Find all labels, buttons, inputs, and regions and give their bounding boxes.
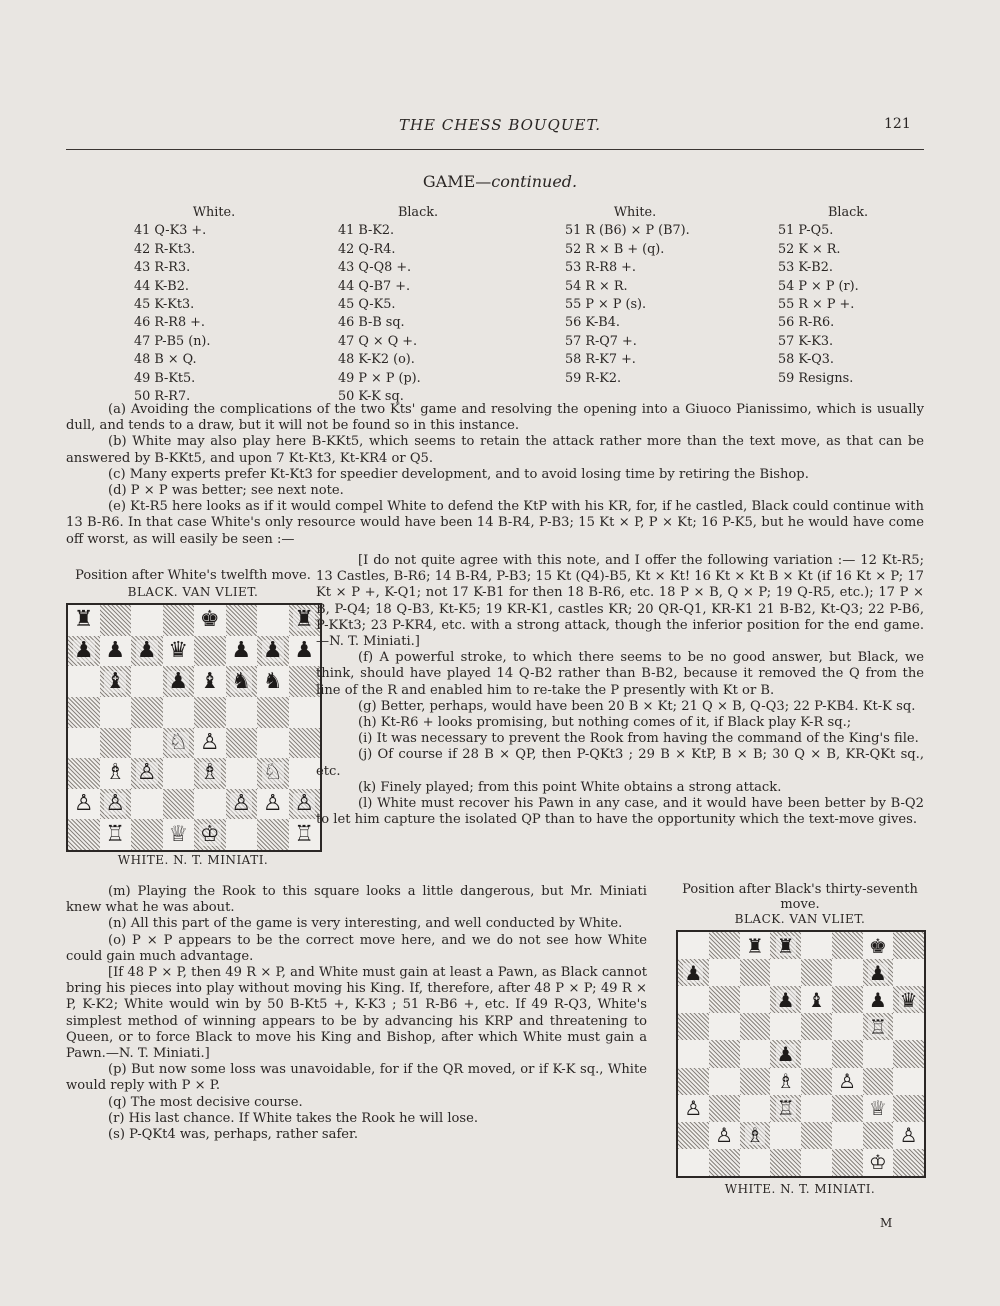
column-head: White. — [613, 205, 657, 220]
board-square — [68, 789, 100, 820]
board-square — [863, 1149, 894, 1176]
chess-piece-icon: ♝ — [807, 987, 826, 1012]
board-square — [801, 1040, 832, 1067]
board-square — [194, 636, 226, 667]
board-square — [801, 932, 832, 959]
board-square — [163, 666, 195, 697]
move: 44 Q-B7 +. — [338, 278, 411, 294]
board-square — [893, 959, 924, 986]
board-square — [740, 1068, 771, 1095]
board-square — [68, 636, 100, 667]
board-square — [68, 728, 100, 759]
notes-top — [66, 402, 924, 548]
move: 57 R-Q7 +. — [565, 333, 637, 349]
note-r: (r) His last chance. If White takes the Rook he will lose. — [108, 1110, 479, 1126]
board-square — [131, 758, 163, 789]
board-square — [68, 819, 100, 850]
move: 53 K-B2. — [778, 260, 833, 276]
chess-piece-icon: ♔ — [199, 821, 220, 847]
page-number: 121 — [884, 116, 911, 132]
board-square — [801, 959, 832, 986]
board-square — [226, 789, 258, 820]
note-f: (f) A powerful stroke, to which there seems to be no good answer, but Black, we think, should have played 14 Q-B2 rather than B-B2, because it removed the Q from the line of the R and enabled him to re-take the P presently with Kt or B. — [316, 650, 924, 698]
board-square — [678, 959, 709, 986]
note-c: (c) Many experts prefer Kt-Kt3 for speedier development, and to avoid losing time by retiring the Bishop. — [108, 466, 809, 482]
board-square — [863, 1068, 894, 1095]
board-square — [832, 959, 863, 986]
note-g: (g) Better, perhaps, would have been 20 B × Kt; 21 Q × B, Q-Q3; 22 P-KB4. Kt-K sq. — [358, 698, 916, 714]
chess-piece-icon: ♙ — [262, 791, 283, 817]
chess-piece-icon: ♖ — [105, 821, 126, 847]
board-square — [194, 819, 226, 850]
board-square — [801, 1149, 832, 1176]
chess-piece-icon: ♛ — [168, 637, 189, 663]
board-square — [678, 1068, 709, 1095]
note-a: (a) Avoiding the complications of the two Kts' game and resolving the opening into a Giuoco Pianissimo, which is usually dull, and tends to a draw, but it will not be found so in this instance. — [66, 402, 924, 434]
diagram-1-caption: Position after White's twelfth move. — [75, 568, 311, 583]
move: 45 K-Kt3. — [134, 297, 195, 313]
chess-piece-icon: ♟ — [262, 637, 283, 663]
board-square — [257, 636, 289, 667]
moves-column-black-2 — [778, 204, 918, 388]
board-square — [893, 1013, 924, 1040]
move: 59 Resigns. — [778, 370, 854, 386]
move: 49 B-Kt5. — [134, 370, 196, 386]
board-square — [163, 758, 195, 789]
chess-piece-icon: ♖ — [294, 821, 315, 847]
notes-bottom — [66, 884, 647, 1143]
chess-piece-icon: ♟ — [294, 637, 315, 663]
board-square — [770, 932, 801, 959]
chess-piece-icon: ♗ — [105, 760, 126, 786]
board-square — [194, 666, 226, 697]
chess-piece-icon: ♙ — [136, 760, 157, 786]
signature-mark: M — [880, 1216, 893, 1230]
move: 51 P-Q5. — [778, 223, 834, 239]
chess-piece-icon: ♖ — [776, 1096, 795, 1121]
board-square — [801, 986, 832, 1013]
note-l: (l) White must recover his Pawn in any case, and it would have been better by B-Q2 to let him capture the isolated QP than to have the opportunity which the text-move gives. — [316, 796, 924, 828]
board-square — [226, 636, 258, 667]
board-square — [68, 758, 100, 789]
board-square — [770, 959, 801, 986]
game-title — [330, 172, 670, 191]
board-square — [893, 1040, 924, 1067]
chess-piece-icon: ♙ — [715, 1123, 734, 1148]
board-square — [740, 959, 771, 986]
game-title-main: GAME— — [422, 172, 492, 191]
move: 58 R-K7 +. — [565, 352, 636, 368]
header-rule — [66, 149, 924, 150]
chess-piece-icon: ♟ — [136, 637, 157, 663]
board-square — [100, 697, 132, 728]
chess-piece-icon: ♗ — [776, 1069, 795, 1094]
chess-piece-icon: ♟ — [684, 960, 703, 985]
note-q: (q) The most decisive course. — [108, 1094, 303, 1110]
move: 52 K × R. — [778, 241, 841, 257]
board-square — [131, 697, 163, 728]
move: 48 K-K2 (o). — [338, 352, 415, 368]
notes-middle — [316, 553, 924, 828]
board-square — [68, 666, 100, 697]
board-square — [678, 1122, 709, 1149]
chess-piece-icon: ♟ — [776, 987, 795, 1012]
moves-column-black-1 — [338, 204, 518, 406]
board-square — [801, 1122, 832, 1149]
board-square — [863, 1040, 894, 1067]
chess-piece-icon: ♟ — [168, 668, 189, 694]
board-square — [863, 986, 894, 1013]
board-square — [131, 666, 163, 697]
board-square — [832, 1149, 863, 1176]
move: 41 B-K2. — [338, 223, 395, 239]
diagram-2-bottom-label: WHITE. N. T. MINIATI. — [724, 1182, 876, 1196]
game-title-italic: continued. — [491, 172, 578, 191]
chess-piece-icon: ♜ — [745, 933, 764, 958]
board-square — [257, 758, 289, 789]
move: 45 Q-K5. — [338, 297, 396, 313]
board-square — [893, 1122, 924, 1149]
board-square — [257, 789, 289, 820]
board-square — [863, 1122, 894, 1149]
board-square — [740, 932, 771, 959]
chess-piece-icon: ♙ — [199, 729, 220, 755]
chess-piece-icon: ♕ — [868, 1096, 887, 1121]
chess-piece-icon: ♚ — [199, 607, 220, 633]
diagram-1-top-label: BLACK. VAN VLIET. — [127, 585, 259, 599]
move: 53 R-R8 +. — [565, 260, 636, 276]
move: 59 R-K2. — [565, 370, 622, 386]
board-square — [131, 728, 163, 759]
board-square — [226, 728, 258, 759]
note-p: (p) But now some loss was unavoidable, for if the QR moved, or if K-K sq., White would reply with P × P. — [66, 1062, 647, 1094]
board-square — [194, 728, 226, 759]
board-square — [709, 986, 740, 1013]
chess-piece-icon: ♖ — [868, 1014, 887, 1039]
chess-piece-icon: ♙ — [105, 791, 126, 817]
board-square — [226, 819, 258, 850]
board-square — [257, 819, 289, 850]
board-square — [770, 1095, 801, 1122]
running-title: THE CHESS BOUQUET. — [398, 116, 602, 134]
diagram-1-bottom-label: WHITE. N. T. MINIATI. — [117, 853, 269, 867]
chess-piece-icon: ♗ — [199, 760, 220, 786]
note-k: (k) Finely played; from this point White obtains a strong attack. — [358, 779, 782, 795]
column-head: Black. — [397, 205, 439, 220]
chess-piece-icon: ♛ — [899, 987, 918, 1012]
board-square — [801, 1068, 832, 1095]
move: 58 K-Q3. — [778, 352, 835, 368]
move: 55 P × P (s). — [565, 297, 647, 313]
board-square — [709, 1068, 740, 1095]
board-square — [893, 1095, 924, 1122]
board-square — [100, 728, 132, 759]
move: 47 P-B5 (n). — [134, 333, 211, 349]
note-h: (h) Kt-R6 + looks promising, but nothing comes of it, if Black play K-R sq.; — [358, 715, 852, 731]
board-square — [740, 986, 771, 1013]
move: 48 B × Q. — [134, 352, 197, 368]
note-o-variation: [If 48 P × P, then 49 R × P, and White must gain at least a Pawn, as Black cannot bring his pieces into play without moving his King. If, therefore, after 48 P × P; 49 R × P, K-K2; White would win by 50 B-Kt5 +, K-K3 ; 51 R-B6 +, etc. If 49 R-Q3, White's simplest method of winning appears to be by advancing his KRP and threatening to Queen, or to force Black to move his King and Bishop, after which White must gain a Pawn.—N. T. Miniati.] — [66, 965, 647, 1062]
board-square — [678, 1013, 709, 1040]
board-square — [163, 789, 195, 820]
chess-piece-icon: ♞ — [262, 668, 283, 694]
chess-diagram-2 — [676, 930, 926, 1178]
board-square — [226, 666, 258, 697]
move: 54 R × R. — [565, 278, 628, 294]
note-variation: [I do not quite agree with this note, and I offer the following variation :— 12 Kt-R5; 13 Castles, B-R6; 14 B-R4, P-B3; 15 Kt (Q4)-B5, Kt × Kt! 16 Kt × Kt B × Kt (if 16 Kt × P; 17 Kt × P +, K-Q1; not 17 K-B1 for then 18 B-R6, etc. 18 P × B, Q × P; 19 Q-R5, etc.); 17 P × B, P-Q4; 18 Q-B3, Kt-K5; 19 KR-K1, castles KR; 20 QR-Q1, KR-K1 21 B-B2, Kt-Q3; 22 P-B6, P-KKt3; 23 P-KR4, etc. with a strong attack, though the inferior position for the end game.—N. T. Miniati.] — [316, 553, 924, 650]
chess-piece-icon: ♞ — [231, 668, 252, 694]
board-square — [863, 1095, 894, 1122]
board-square — [709, 1013, 740, 1040]
board-square — [770, 1149, 801, 1176]
board-square — [100, 758, 132, 789]
chess-piece-icon: ♟ — [868, 987, 887, 1012]
board-square — [678, 1040, 709, 1067]
board-square — [832, 1013, 863, 1040]
note-j: (j) Of course if 28 B × QP, then P-QKt3 ; 29 B × KtP, B × B; 30 Q × B, KR-QKt sq., etc. — [316, 747, 924, 779]
chess-piece-icon: ♗ — [745, 1123, 764, 1148]
board-square — [893, 986, 924, 1013]
chess-piece-icon: ♘ — [262, 760, 283, 786]
board-square — [100, 819, 132, 850]
board-square — [163, 819, 195, 850]
chess-piece-icon: ♜ — [294, 607, 315, 633]
board-square — [770, 1122, 801, 1149]
board-square — [832, 1095, 863, 1122]
board-square — [893, 1068, 924, 1095]
move: 51 R (B6) × P (B7). — [565, 223, 690, 239]
board-square — [801, 1095, 832, 1122]
board-square — [893, 1149, 924, 1176]
note-b: (b) White may also play here B-KKt5, which seems to retain the attack rather more than the text move, as that can be answered by B-KKt5, and upon 7 Kt-Kt3, Kt-KR4 or Q5. — [66, 434, 924, 466]
note-s: (s) P-QKt4 was, perhaps, rather safer. — [108, 1127, 359, 1143]
chess-piece-icon: ♘ — [168, 729, 189, 755]
note-d: (d) P × P was better; see next note. — [108, 483, 344, 499]
note-m: (m) Playing the Rook to this square looks a little dangerous, but Mr. Miniati knew what he was about. — [66, 884, 647, 916]
diagram-2-caption: Position after Black's thirty-seventh move. — [682, 882, 918, 912]
board-square — [863, 932, 894, 959]
moves-column-white-1 — [134, 204, 314, 406]
board-square — [740, 1095, 771, 1122]
chess-diagram-1 — [66, 603, 322, 852]
chess-piece-icon: ♜ — [73, 607, 94, 633]
chess-piece-icon: ♜ — [776, 933, 795, 958]
chess-piece-icon: ♙ — [838, 1069, 857, 1094]
board-square — [678, 986, 709, 1013]
board-square — [100, 789, 132, 820]
move: 57 K-K3. — [778, 333, 834, 349]
moves-column-white-2 — [565, 204, 765, 388]
move: 55 R × P +. — [778, 297, 855, 313]
chess-piece-icon: ♙ — [294, 791, 315, 817]
move: 42 R-Kt3. — [134, 241, 196, 257]
note-o: (o) P × P appears to be the correct move here, and we do not see how White could gain much advantage. — [66, 932, 647, 964]
board-square — [740, 1122, 771, 1149]
chess-piece-icon: ♙ — [73, 791, 94, 817]
move: 42 Q-R4. — [338, 241, 396, 257]
board-square — [709, 932, 740, 959]
move: 44 K-B2. — [134, 278, 189, 294]
board-square — [709, 1149, 740, 1176]
chess-piece-icon: ♕ — [168, 821, 189, 847]
note-n: (n) All this part of the game is very interesting, and well conducted by White. — [108, 916, 623, 932]
board-square — [832, 1040, 863, 1067]
chess-piece-icon: ♙ — [231, 791, 252, 817]
move: 46 R-R8 +. — [134, 315, 205, 331]
chess-piece-icon: ♟ — [231, 637, 252, 663]
chess-piece-icon: ♟ — [868, 960, 887, 985]
move: 50 K-K sq. — [338, 389, 404, 405]
board-square — [770, 1040, 801, 1067]
board-square — [709, 959, 740, 986]
move: 41 Q-K3 +. — [134, 223, 207, 239]
board-square — [131, 605, 163, 636]
diagram-2-top-label: BLACK. VAN VLIET. — [734, 912, 866, 926]
move: 56 R-R6. — [778, 315, 835, 331]
move: 49 P × P (p). — [338, 370, 421, 386]
board-square — [226, 697, 258, 728]
chess-piece-icon: ♝ — [199, 668, 220, 694]
board-square — [678, 932, 709, 959]
board-square — [770, 1013, 801, 1040]
move: 52 R × B + (q). — [565, 241, 665, 257]
board-square — [678, 1095, 709, 1122]
move: 47 Q × Q +. — [338, 333, 418, 349]
board-square — [100, 605, 132, 636]
board-square — [709, 1040, 740, 1067]
board-square — [194, 789, 226, 820]
board-square — [678, 1149, 709, 1176]
chess-piece-icon: ♙ — [899, 1123, 918, 1148]
board-square — [194, 697, 226, 728]
board-square — [770, 986, 801, 1013]
board-square — [163, 728, 195, 759]
board-square — [257, 666, 289, 697]
note-i: (i) It was necessary to prevent the Rook from having the command of the King's file. — [358, 731, 919, 747]
chess-piece-icon: ♟ — [105, 637, 126, 663]
board-square — [226, 758, 258, 789]
note-e: (e) Kt-R5 here looks as if it would compel White to defend the KtP with his KR, for, if he castled, Black could continue with 13 B-R6. In that case White's only resource would have been 14 B-R4, P-B3; 15 Kt × P, P × Kt; 16 P-K5, but he would have come off worst, as will easily be seen :— — [66, 499, 924, 547]
board-square — [832, 932, 863, 959]
move: 43 Q-Q8 +. — [338, 260, 412, 276]
board-square — [194, 605, 226, 636]
board-square — [68, 605, 100, 636]
board-square — [163, 636, 195, 667]
chess-piece-icon: ♝ — [105, 668, 126, 694]
board-square — [194, 758, 226, 789]
chess-piece-icon: ♙ — [684, 1096, 703, 1121]
move: 56 K-B4. — [565, 315, 620, 331]
board-square — [131, 636, 163, 667]
board-square — [863, 1013, 894, 1040]
board-square — [893, 932, 924, 959]
board-square — [770, 1068, 801, 1095]
board-square — [863, 959, 894, 986]
board-square — [709, 1122, 740, 1149]
move: 43 R-R3. — [134, 260, 191, 276]
board-square — [163, 697, 195, 728]
board-square — [100, 666, 132, 697]
move: 54 P × P (r). — [778, 278, 859, 294]
board-square — [100, 636, 132, 667]
board-square — [131, 789, 163, 820]
column-head: Black. — [828, 205, 869, 220]
board-square — [131, 819, 163, 850]
board-square — [709, 1095, 740, 1122]
chess-piece-icon: ♟ — [73, 637, 94, 663]
column-head: White. — [192, 205, 236, 220]
board-square — [257, 697, 289, 728]
board-square — [68, 697, 100, 728]
board-square — [832, 1122, 863, 1149]
chess-piece-icon: ♔ — [868, 1150, 887, 1175]
board-square — [801, 1013, 832, 1040]
board-square — [832, 986, 863, 1013]
chess-piece-icon: ♚ — [868, 933, 887, 958]
board-square — [740, 1040, 771, 1067]
chess-piece-icon: ♟ — [776, 1041, 795, 1066]
board-square — [740, 1149, 771, 1176]
board-square — [832, 1068, 863, 1095]
move: 50 R-R7. — [134, 389, 191, 405]
board-square — [226, 605, 258, 636]
board-square — [257, 605, 289, 636]
move: 46 B-B sq. — [338, 315, 405, 331]
board-square — [257, 728, 289, 759]
board-square — [163, 605, 195, 636]
board-square — [740, 1013, 771, 1040]
